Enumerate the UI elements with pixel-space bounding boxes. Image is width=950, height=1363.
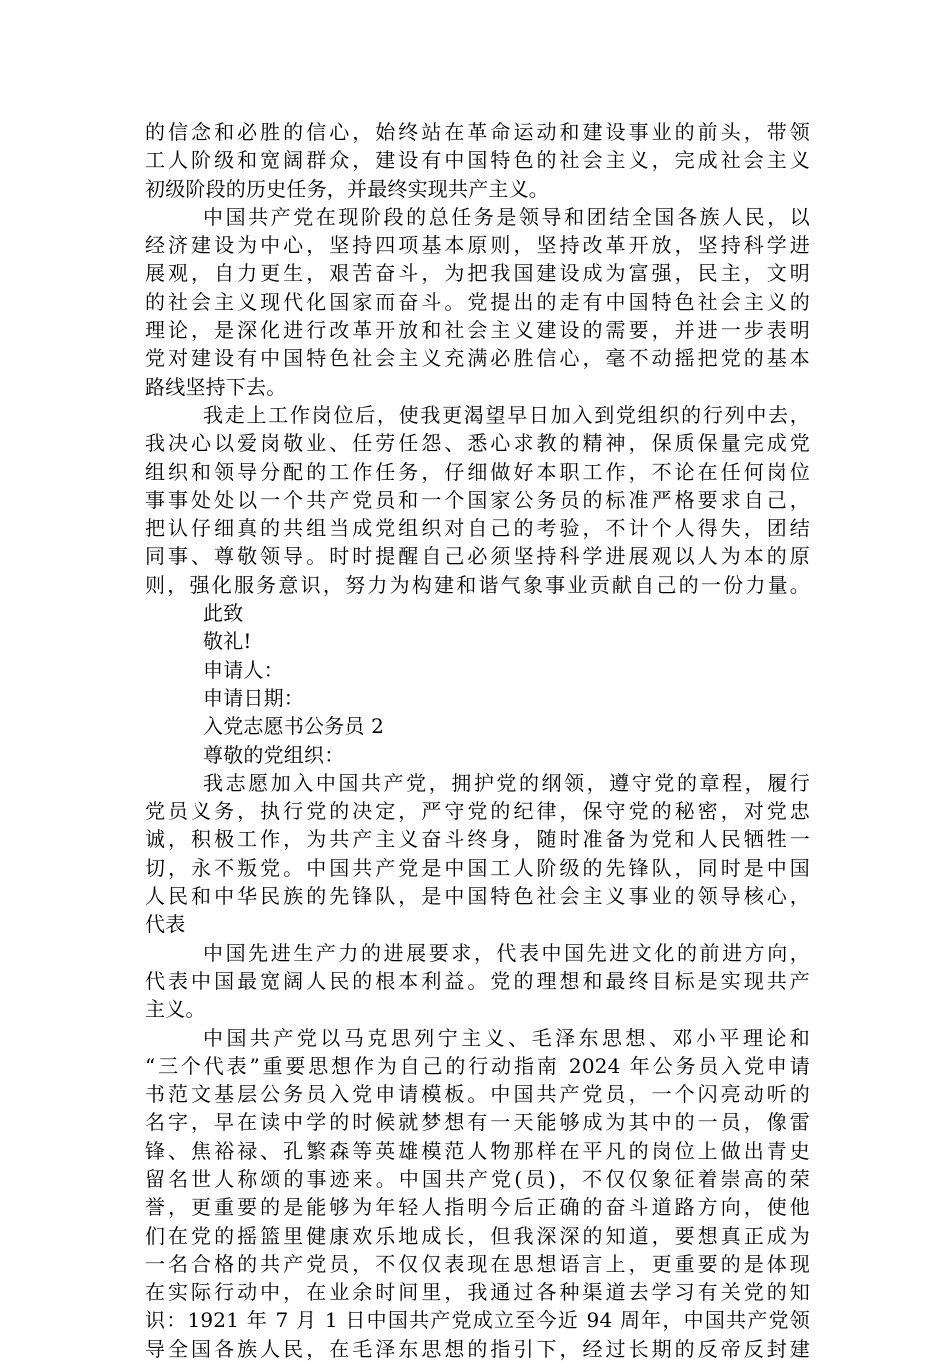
text-line: 的信念和必胜的信心，始终站在革命运动和建设事业的前头，带领	[145, 120, 810, 144]
text-line: 中国共产党以马克思列宁主义、毛泽东思想、邓小平理论和	[203, 1025, 810, 1050]
text-line: 我走上工作岗位后，使我更渴望早日加入到党组织的行列中去，	[203, 402, 810, 427]
text-line: “三个代表”重要思想作为自己的行动指南 2024 年公务员入党申请	[145, 1053, 810, 1078]
text-line: 此致	[203, 601, 244, 626]
text-line: 中国共产党在现阶段的总任务是领导和团结全国各族人民，以	[203, 204, 810, 229]
text-line: 尊敬的党组织：	[203, 742, 345, 767]
text-line: 申请日期：	[203, 685, 304, 710]
text-line: 识：1921 年 7 月 1 日中国共产党成立至今近 94 周年，中国共产党领	[145, 1308, 810, 1333]
text-line: 誉，更重要的是能够为年轻人指明今后正确的奋斗道路方向，使他	[145, 1195, 810, 1220]
text-line: 工人阶级和宽阔群众，建设有中国特色的社会主义，完成社会主义	[145, 148, 810, 173]
text-line: 我决心以爱岗敬业、任劳任怨、悉心求教的精神，保质保量完成党	[145, 431, 810, 456]
text-line: 代表	[145, 912, 186, 937]
text-line: 入党志愿书公务员 2	[203, 714, 385, 739]
text-line: 在实际行动中，在业余时间里，我通过各种渠道去学习有关党的知	[145, 1280, 810, 1305]
text-line: 我志愿加入中国共产党，拥护党的纲领，遵守党的章程，履行	[203, 770, 810, 795]
text-line: 则，强化服务意识，努力为构建和谐气象事业贡献自己的一份力量。	[145, 572, 810, 597]
text-line: 把认仔细真的共组当成党组织对自己的考验，不计个人得失，团结	[145, 516, 810, 541]
text-line: 申请人：	[203, 657, 284, 682]
document-body	[145, 118, 810, 1363]
text-line: 展观，自力更生，艰苦奋斗，为把我国建设成为富强，民主，文明	[145, 261, 810, 286]
text-line: 敬礼!	[203, 629, 252, 654]
text-line: 中国先进生产力的进展要求，代表中国先进文化的前进方向，	[203, 940, 810, 965]
text-line: 代表中国最宽阔人民的根本利益。党的理想和最终目标是实现共产	[145, 968, 810, 993]
text-line: 初级阶段的历史任务，并最终实现共产主义。	[145, 176, 549, 201]
text-line: 同事、尊敬领导。时时提醒自己必须坚持科学进展观以人为本的原	[145, 544, 810, 569]
text-line: 组织和领导分配的工作任务，仔细做好本职工作，不论在任何岗位	[145, 459, 810, 484]
text-line: 锋、焦裕禄、孔繁森等英雄模范人物那样在平凡的岗位上做出青史	[145, 1138, 810, 1163]
text-line: 理论，是深化进行改革开放和社会主义建设的需要，并进一步表明	[145, 318, 810, 343]
text-line: 名字，早在读中学的时候就梦想有一天能够成为其中的一员，像雷	[145, 1110, 810, 1135]
text-line: 留名世人称颂的事迹来。中国共产党(员)，不仅仅象征着崇高的荣	[145, 1166, 810, 1191]
text-line: 事事处处以一个共产党员和一个国家公务员的标准严格要求自己，	[145, 487, 810, 512]
text-line: 的社会主义现代化国家而奋斗。党提出的走有中国特色社会主义的	[145, 289, 810, 314]
text-line: 经济建设为中心，坚持四项基本原则，坚持改革开放，坚持科学进	[145, 233, 810, 258]
text-line: 一名合格的共产党员，不仅仅表现在思想语言上，更重要的是体现	[145, 1251, 810, 1276]
text-line: 党员义务，执行党的决定，严守党的纪律，保守党的秘密，对党忠	[145, 799, 810, 824]
text-line: 路线坚持下去。	[145, 374, 287, 399]
text-line: 党对建设有中国特色社会主义充满必胜信心，毫不动摇把党的基本	[145, 346, 810, 371]
text-line: 们在党的摇篮里健康欢乐地成长，但我深深的知道，要想真正成为	[145, 1223, 810, 1248]
text-line: 导全国各族人民，在毛泽东思想的指引下，经过长期的反帝反封建	[145, 1336, 810, 1361]
text-line: 书范文基层公务员入党申请模板。中国共产党员，一个闪亮动听的	[145, 1082, 810, 1107]
text-line: 诚，积极工作，为共产主义奋斗终身，随时准备为党和人民牺牲一	[145, 827, 810, 852]
text-line: 切，永不叛党。中国共产党是中国工人阶级的先锋队，同时是中国	[145, 855, 810, 880]
text-line: 人民和中华民族的先锋队，是中国特色社会主义事业的领导核心，	[145, 884, 810, 909]
text-line: 主义。	[145, 997, 206, 1022]
